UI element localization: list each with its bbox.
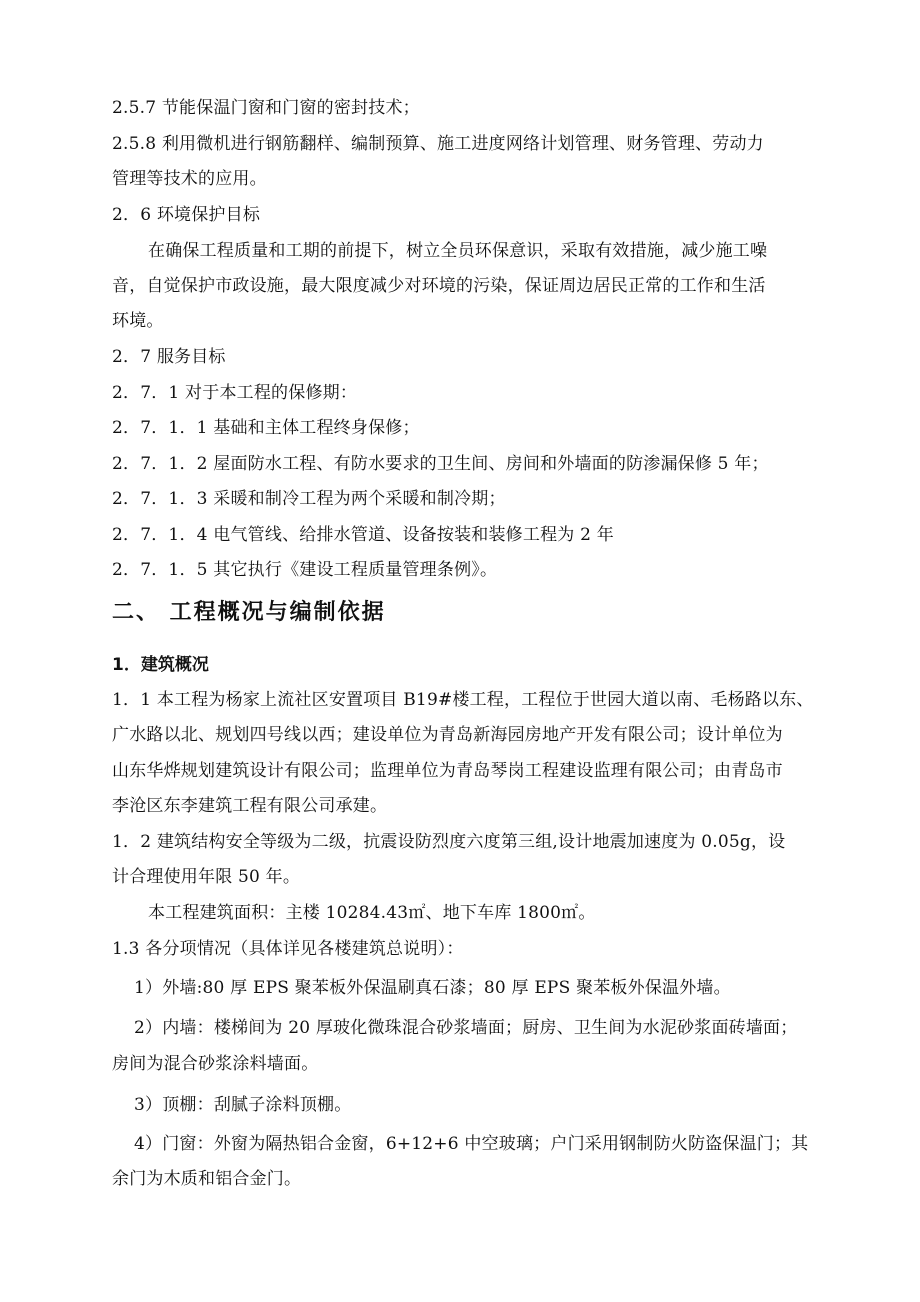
text-line: 2．7．1．1 基础和主体工程终身保修；	[112, 418, 420, 438]
section-heading-2-6: 2．6 环境保护目标	[112, 205, 261, 225]
text-line: 山东华烨规划建筑设计有限公司；监理单位为青岛琴岗工程建设监理有限公司；由青岛市	[112, 761, 783, 781]
text-line: 广水路以北、规划四号线以西；建设单位为青岛新海园房地产开发有限公司；设计单位为	[112, 725, 783, 745]
text-line: 李沧区东李建筑工程有限公司承建。	[112, 796, 388, 816]
text-line: 管理等技术的应用。	[112, 169, 267, 189]
section-heading-2-7: 2．7 服务目标	[112, 347, 226, 367]
subsection-heading: 1．建筑概况	[112, 655, 209, 675]
text-line: 2．7．1．2 屋面防水工程、有防水要求的卫生间、房间和外墙面的防渗漏保修 5 年；	[112, 454, 769, 474]
text-line: 1．1 本工程为杨家上流社区安置项目 B19#楼工程，工程位于世园大道以南、毛杨路以东、	[112, 690, 814, 710]
chapter-heading: 二、 工程概况与编制依据	[112, 600, 386, 625]
text-line: 本工程建筑面积：主楼 10284.43㎡、地下车库 1800㎡。	[148, 903, 596, 923]
text-line: 2.5.8 利用微机进行钢筋翻样、编制预算、施工进度网络计划管理、财务管理、劳动力	[112, 134, 764, 154]
text-line: 2．7．1．4 电气管线、给排水管道、设备按装和装修工程为 2 年	[112, 525, 614, 545]
text-line: 1.3 各分项情况（具体详见各楼建筑总说明）：	[112, 939, 464, 959]
text-line: 2．7．1．3 采暖和制冷工程为两个采暖和制冷期；	[112, 489, 506, 509]
text-line: 2．7．1．5 其它执行《建设工程质量管理条例》。	[112, 560, 498, 580]
list-item: 4）门窗：外窗为隔热铝合金窗，6+12+6 中空玻璃；户门采用钢制防火防盗保温门；其	[134, 1134, 809, 1154]
text-line: 1．2 建筑结构安全等级为二级，抗震设防烈度六度第三组,设计地震加速度为 0.05g，设	[112, 832, 786, 852]
text-line: 环境。	[112, 311, 164, 331]
text-line: 2.5.7 节能保温门窗和门窗的密封技术；	[112, 98, 420, 118]
text-line: 计合理使用年限 50 年。	[112, 867, 301, 887]
list-item: 2）内墙：楼梯间为 20 厚玻化微珠混合砂浆墙面；厨房、卫生间为水泥砂浆面砖墙面；	[134, 1018, 798, 1038]
text-line: 2．7．1 对于本工程的保修期：	[112, 383, 358, 403]
text-line: 余门为木质和铝合金门。	[112, 1169, 302, 1189]
list-item: 3）顶棚：刮腻子涂料顶棚。	[134, 1095, 352, 1115]
text-line: 音，自觉保护市政设施，最大限度减少对环境的污染，保证周边居民正常的工作和生活	[112, 276, 766, 296]
text-line: 房间为混合砂浆涂料墙面。	[112, 1054, 319, 1074]
list-item: 1）外墙:80 厚 EPS 聚苯板外保温刷真石漆；80 厚 EPS 聚苯板外保温外墙。	[134, 978, 731, 998]
text-line: 在确保工程质量和工期的前提下，树立全员环保意识，采取有效措施，减少施工噪	[148, 241, 768, 261]
